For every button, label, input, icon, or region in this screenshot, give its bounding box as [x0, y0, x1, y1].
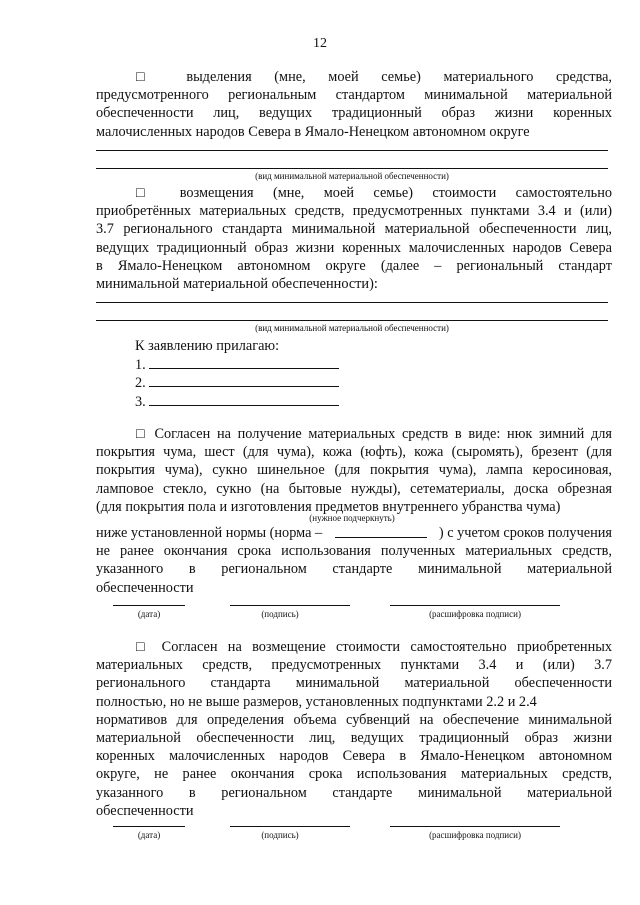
date-caption: (дата) [137, 609, 161, 619]
reimbursement-caption: (вид минимальной материальной обеспеченности) [255, 323, 449, 333]
norm-line: указанного в региональном стандарте минимальной материальной [96, 561, 612, 578]
reimbursement-line[interactable]: □ возмещения (мне, моей семье) стоимости самостоятельно [136, 185, 612, 201]
consent-goods-line: (для покрытия пола и изготовления предметов внутреннего убранства чума) [96, 498, 561, 515]
reimbursement-line: минимальной материальной обеспеченности): [96, 275, 378, 292]
norm-input[interactable] [335, 524, 427, 538]
signature-caption: (подпись) [261, 609, 299, 619]
consent-reimburse-line: регионального стандарта минимальной материальной обеспеченности [96, 675, 612, 692]
consent-reimburse-line: указанного в региональном стандарте минимальной материальной [96, 784, 612, 801]
allocation-line: обеспеченности лиц, ведущих традиционный образ жизни коренных [96, 105, 612, 122]
page-number: 12 [313, 36, 327, 51]
reimbursement-line: в Ямало-Ненецком автономном округе (далее – региональный стандарт [96, 257, 612, 274]
attachment-field-2[interactable] [149, 374, 339, 387]
allocation-fill-line-1[interactable] [96, 150, 608, 151]
allocation-line: малочисленных народов Севера в Ямало-Ненецком автономном округе [96, 123, 530, 140]
attachments-heading: К заявлению прилагаю: [135, 338, 280, 354]
norm-prefix: ниже установленной нормы (норма – [96, 525, 323, 541]
attachment-field-1[interactable] [149, 356, 339, 369]
consent-goods-line: ламповое стекло, сукно (на бытовые нужды), сетематериалы, доска обрезная [96, 480, 612, 497]
allocation-paragraph [96, 68, 612, 141]
consent-reimburse-line: обеспеченности [96, 802, 194, 819]
reimbursement-line: ведущих традиционный образ жизни коренных малочисленных народов Севера [96, 239, 612, 256]
signature-caption: (подпись) [261, 830, 299, 840]
date-caption: (дата) [137, 830, 161, 840]
decode-caption: (расшифровка подписи) [429, 830, 521, 840]
reimbursement-paragraph [96, 184, 612, 293]
consent-reimburse-paragraph [96, 638, 612, 820]
attachment-field-3[interactable] [149, 393, 339, 406]
signature-line-2[interactable] [230, 826, 350, 827]
consent-reimburse-line: коренных малочисленных народов Севера в Ямало-Ненецком автономном [96, 748, 612, 765]
consent-reimburse-line: материальной обеспеченности лиц, ведущих традиционный образ жизни [96, 729, 612, 746]
reimbursement-line: 3.7 регионального стандарта минимальной материальной обеспеченности лиц, [96, 221, 612, 238]
norm-line: обеспеченности [96, 579, 194, 596]
consent-goods-paragraph [96, 425, 612, 516]
date-line-1[interactable] [113, 605, 185, 606]
decode-caption: (расшифровка подписи) [429, 609, 521, 619]
decode-line-2[interactable] [390, 826, 560, 827]
date-line-2[interactable] [113, 826, 185, 827]
decode-line-1[interactable] [390, 605, 560, 606]
consent-goods-line[interactable]: □ Согласен на получение материальных средств в виде: нюк зимний для [136, 426, 612, 442]
reimbursement-fill-line-2[interactable] [96, 320, 608, 321]
allocation-caption: (вид минимальной материальной обеспеченности) [255, 171, 449, 181]
attachments-block [135, 337, 339, 411]
consent-goods-line: покрытия чума), сукно шинельное (для покрытия чума), лампа керосиновая, [96, 462, 612, 479]
consent-reimburse-line: нормативов для определения объема субвенций на обеспечение минимальной [96, 711, 612, 728]
allocation-fill-line-2[interactable] [96, 168, 608, 169]
attachment-number: 2. [135, 375, 146, 392]
consent-goods-line: покрытия чума, шест (для чума), кожа (юфть), кожа (сыромять), брезент (для [96, 444, 612, 461]
attachment-number: 3. [135, 393, 146, 410]
attachment-number: 1. [135, 356, 146, 373]
reimbursement-line: приобретённых материальных средств, предусмотренных пунктами 3.4 и (или) [96, 203, 612, 220]
norm-suffix: ) с учетом сроков получения [438, 525, 612, 541]
allocation-line[interactable]: □ выделения (мне, моей семье) материального средства, [136, 69, 612, 85]
consent-reimburse-line: полностью, но не выше размеров, установленных подпунктами 2.2 и 2.4 [96, 693, 537, 710]
consent-reimburse-line: материальных средств, предусмотренных пунктами 3.4 и (или) 3.7 [96, 657, 612, 674]
consent-reimburse-line[interactable]: □ Согласен на возмещение стоимости самостоятельно приобретенных [136, 639, 612, 655]
reimbursement-fill-line-1[interactable] [96, 302, 608, 303]
norm-paragraph [96, 524, 612, 597]
consent-reimburse-line: округе, не ранее окончания срока использования материальных средств, [96, 766, 612, 783]
allocation-line: предусмотренного региональным стандартом минимальной материальной [96, 87, 612, 104]
norm-line: не ранее окончания срока использования полученных материальных средств, [96, 543, 612, 560]
underline-note: (нужное подчеркнуть) [309, 513, 395, 523]
signature-line-1[interactable] [230, 605, 350, 606]
